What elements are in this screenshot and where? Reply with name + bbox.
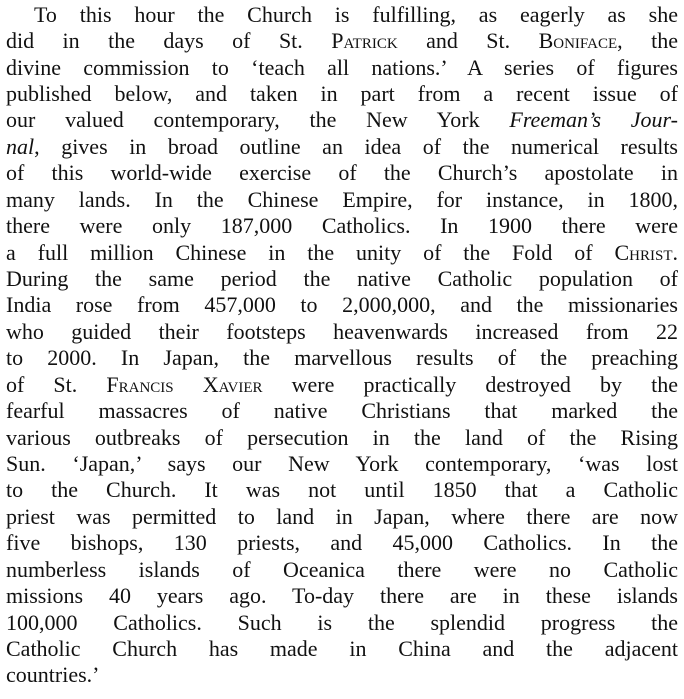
text-run: did in the days of St.: [6, 28, 332, 53]
text-run: missions 40 years ago. To-day there are in these islands: [6, 583, 678, 608]
text-line: [6, 557, 678, 583]
text-line: [6, 55, 678, 81]
text-line: [6, 583, 678, 609]
text-line: [6, 636, 678, 662]
text-line: [6, 266, 678, 292]
text-line: [6, 81, 678, 107]
text-run: our valued contemporary, the New York: [6, 107, 510, 132]
text-line: [6, 160, 678, 186]
text-run: to 2000. In Japan, the marvellous results of the preaching: [6, 345, 678, 370]
text-run: numberless islands of Oceanica there were no Catholic: [6, 557, 678, 582]
text-line: [6, 398, 678, 424]
text-run: who guided their footsteps heavenwards increased from 22: [6, 319, 678, 344]
text-run: Sun. ‘Japan,’ says our New York contemporary, ‘was lost: [6, 451, 678, 476]
text-run: of this world-wide exercise of the Church’s apostolate in: [6, 160, 678, 185]
publication-title: nal: [6, 134, 35, 159]
text-line: [6, 451, 678, 477]
text-line: [6, 292, 678, 318]
text-line: [6, 610, 678, 636]
text-run: .: [672, 240, 678, 265]
text-run: five bishops, 130 priests, and 45,000 Catholics. In the: [6, 530, 678, 555]
text-line: [6, 504, 678, 530]
text-run: and St.: [397, 28, 539, 53]
text-line: [6, 662, 678, 688]
text-run: India rose from 457,000 to 2,000,000, and the missionaries: [6, 292, 678, 317]
text-run: a full million Chinese in the unity of the Fold of: [6, 240, 615, 265]
text-run: During the same period the native Catholic population of: [6, 266, 678, 291]
text-line: [6, 187, 678, 213]
text-run: , gives in broad outline an idea of the numerical results: [34, 134, 678, 159]
name-christ: Christ: [614, 240, 673, 265]
text-run: priest was permitted to land in Japan, where there are now: [6, 504, 678, 529]
text-line: [6, 425, 678, 451]
text-run: countries.’: [6, 662, 100, 687]
text-run: of St.: [6, 372, 107, 397]
text-line: [6, 213, 678, 239]
publication-title: Freeman’s Jour-: [509, 107, 678, 132]
text-line: [6, 240, 678, 266]
text-line: [6, 345, 678, 371]
text-line: [6, 28, 678, 54]
name-patrick: Patrick: [331, 28, 398, 53]
text-run: to the Church. It was not until 1850 that a Catholic: [6, 477, 678, 502]
text-line: [6, 134, 678, 160]
text-line: [6, 319, 678, 345]
text-run: published below, and taken in part from a recent issue of: [6, 81, 678, 106]
name-francis-xavier: Francis Xavier: [106, 372, 263, 397]
text-run: divine commission to ‘teach all nations.’ A series of figures: [6, 55, 678, 80]
text-run: Catholic Church has made in China and the adjacent: [6, 636, 678, 661]
text-line: [34, 2, 678, 28]
name-boniface: Boniface: [538, 28, 618, 53]
text-run: many lands. In the Chinese Empire, for instance, in 1800,: [6, 187, 678, 212]
text-line: [6, 530, 678, 556]
text-line: [6, 372, 678, 398]
text-line: [6, 107, 678, 133]
text-run: various outbreaks of persecution in the land of the Rising: [6, 425, 678, 450]
text-run: 100,000 Catholics. Such is the splendid progress the: [6, 610, 678, 635]
text-run: fearful massacres of native Christians that marked the: [6, 398, 678, 423]
text-line: [6, 477, 678, 503]
text-run: , the: [617, 28, 678, 53]
text-run: there were only 187,000 Catholics. In 1900 there were: [6, 213, 678, 238]
text-run: To this hour the Church is fulfilling, as eagerly as she: [34, 2, 678, 27]
text-run: were practically destroyed by the: [262, 372, 678, 397]
